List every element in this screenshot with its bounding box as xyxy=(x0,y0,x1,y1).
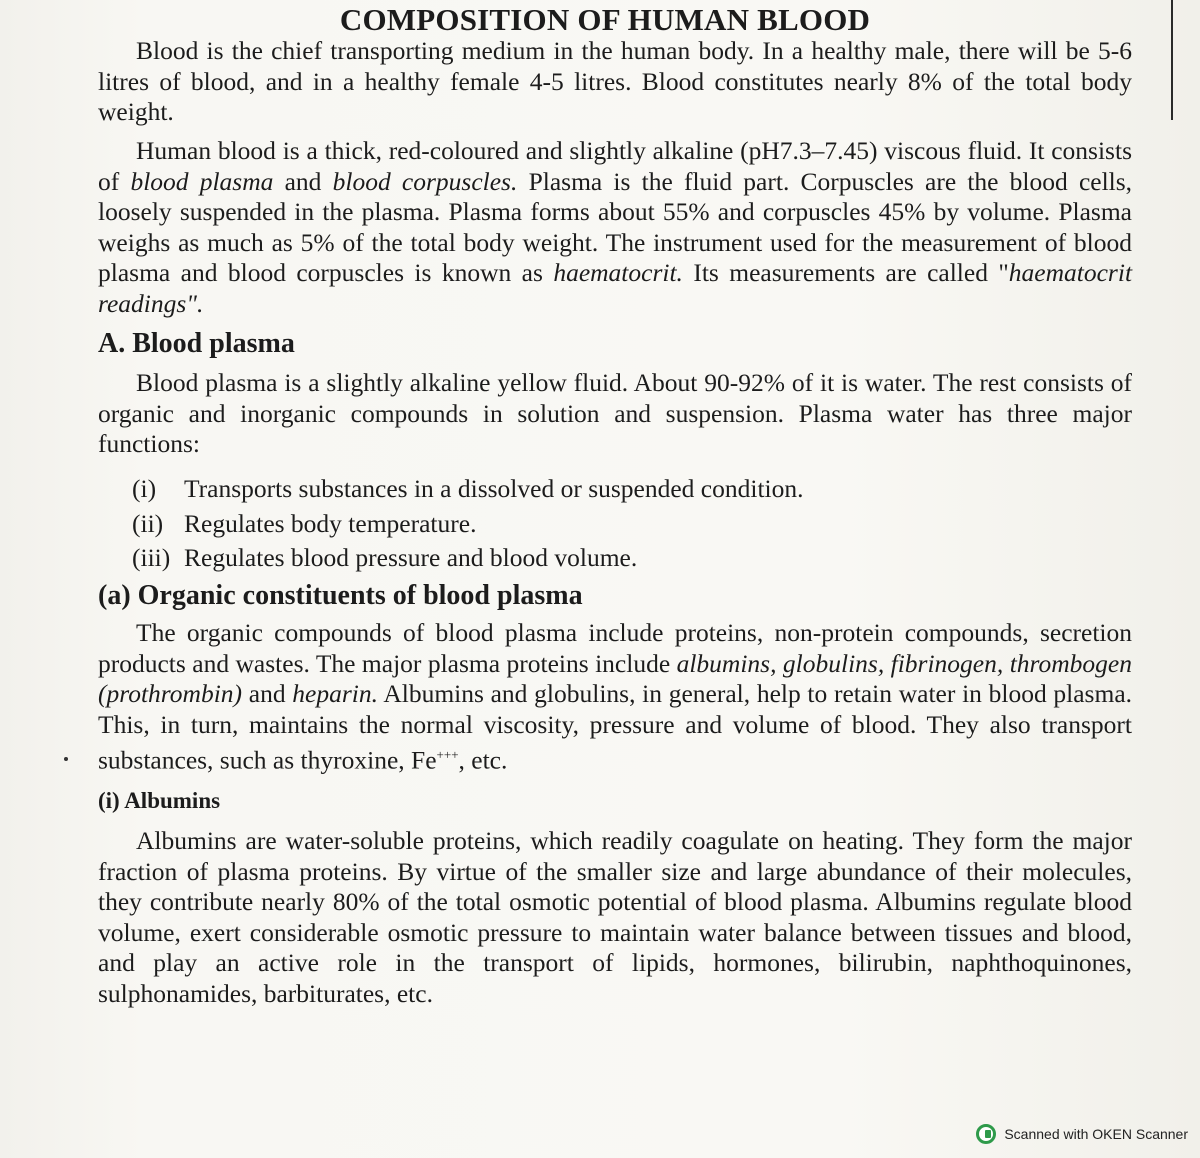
intro-text: Blood is the chief transporting medium in the human body. In a healthy male, there will be 5-6 litres of blood, and in a healthy female 4-5 litres. Blood constitutes nearly 8% of the total body weight. xyxy=(98,36,1132,126)
scanner-watermark-text: Scanned with OKEN Scanner xyxy=(1004,1126,1188,1142)
term-blood-plasma: blood plasma xyxy=(130,166,274,196)
scanner-watermark xyxy=(976,1124,1188,1144)
function-number: (ii) xyxy=(132,509,164,538)
margin-mark xyxy=(64,757,68,761)
term-blood-corpuscles: blood corpuscles. xyxy=(332,166,518,196)
intro-paragraph xyxy=(98,36,1132,128)
composition-and: and xyxy=(284,166,322,196)
albumins-text: Albumins are water-soluble proteins, which readily coagulate on heating. They form the major fraction of plasma proteins. By virtue of the smaller size and large abundance of their molecules, they contribute nearly 80% of the total osmotic potential of blood plasma. Albumins regulate blood volume, exert considerable osmotic pressure to maintain water balance between tissues and blood, and play an active role in the transport of lipids, hormones, bilirubin, naphthoquinones, sulphonamides, barbiturates, etc. xyxy=(98,826,1132,1008)
organic-paragraph xyxy=(98,618,1132,776)
function-item-2 xyxy=(132,509,476,539)
term-haematocrit-readings: haematocrit readings". xyxy=(98,258,1133,318)
organic-heading: (a) Organic constituents of blood plasma xyxy=(98,580,583,611)
term-heparin: heparin. xyxy=(292,679,378,708)
function-number: (i) xyxy=(132,474,157,503)
organic-text-2: Albumins and globulins, in general, help to retain water in blood plasma. This, in turn, maintains the normal viscosity, pressure and volume of blood. They also transport substances, such as thyroxine, Fe xyxy=(98,679,1133,775)
function-text: Regulates blood pressure and blood volume. xyxy=(184,543,638,572)
composition-text-2: Plasma is the fluid part. Corpuscles are the blood cells, loosely suspended in the plasma. Plasma forms about 55% and corpuscles 45% by volume. Plasma weighs as much as 5% of the total body weight. The instrument used for the measurement of blood plasma and blood corpuscles is known as xyxy=(98,166,1133,287)
function-item-3 xyxy=(132,543,637,573)
organic-text-1: The organic compounds of blood plasma include proteins, non-protein compounds, secretion products and wastes. The major plasma proteins include xyxy=(98,618,1132,678)
composition-paragraph xyxy=(98,136,1132,319)
function-text: Regulates body temperature. xyxy=(184,509,477,538)
plasma-text: Blood plasma is a slightly alkaline yellow fluid. About 90-92% of it is water. The rest consists of organic and inorganic compounds in solution and suspension. Plasma water has three major functions: xyxy=(98,368,1132,458)
organic-text-3: , etc. xyxy=(458,745,508,775)
function-number: (iii) xyxy=(132,543,171,572)
albumins-heading: (i) Albumins xyxy=(98,788,221,813)
term-plasma-proteins: albumins, globulins, fibrinogen, thrombogen (prothrombin) xyxy=(98,648,1132,708)
composition-text-3: Its measurements are called " xyxy=(693,258,1009,287)
organic-and: and xyxy=(248,679,286,708)
section-a-heading: A. Blood plasma xyxy=(98,328,295,359)
term-haematocrit: haematocrit. xyxy=(553,258,683,287)
oken-scanner-icon xyxy=(976,1124,996,1144)
iron-charge-superscript: +++ xyxy=(436,747,459,762)
page-title: COMPOSITION OF HUMAN BLOOD xyxy=(339,2,871,37)
albumins-paragraph xyxy=(98,826,1132,1009)
plasma-paragraph xyxy=(98,368,1132,460)
function-item-1 xyxy=(132,474,804,504)
function-text: Transports substances in a dissolved or suspended condition. xyxy=(184,474,804,503)
composition-text-1: Human blood is a thick, red-coloured and slightly alkaline (pH7.3–7.45) viscous fluid. It consists of xyxy=(98,136,1132,196)
